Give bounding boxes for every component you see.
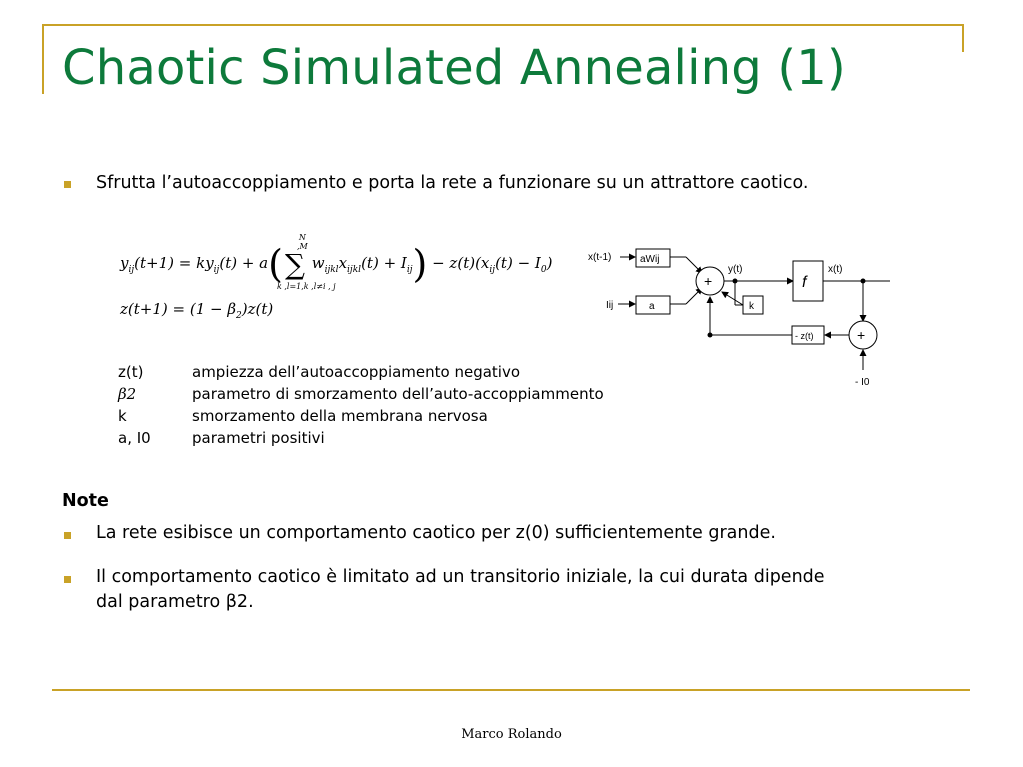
note-text-1: La rete esibisce un comportamento caotico per z(0) sufficientemente grande. bbox=[96, 523, 776, 543]
y-output-label: y(t) bbox=[728, 264, 743, 275]
def-text: parametri positivi bbox=[192, 429, 325, 447]
equation-2: $z(t+1) = (1 - \beta_2)z(t)$ bbox=[120, 300, 274, 321]
bottom-frame-line bbox=[52, 689, 970, 691]
definitions-list bbox=[118, 362, 718, 452]
right-frame-line bbox=[962, 24, 964, 52]
slide-title: Chaotic Simulated Annealing (1) bbox=[62, 40, 846, 96]
i-input-label: Iij bbox=[606, 300, 614, 311]
definition-row bbox=[118, 384, 718, 405]
definition-row bbox=[118, 406, 718, 427]
note-text-2-line-1: Il comportamento caotico è limitato ad un transitorio iniziale, la cui durata dipende bbox=[96, 567, 825, 587]
bullet-text-1: Sfrutta l’autoaccoppiamento e porta la rete a funzionare su un attrattore caotico. bbox=[96, 173, 809, 193]
def-symbol: a, I0 bbox=[118, 429, 151, 447]
note-text-2-line-2: dal parametro β2. bbox=[96, 592, 254, 612]
equation-1: $y_{ij}(t+1) = ky_{ij}(t) + a$( N ,M ∑ k ,l=1,k ,l≠i , j $w_{ijkl}x_{ijkl}(t) + I_{ij}) - z(t)(x_{ij}(t) - I_0)$ bbox=[120, 232, 553, 291]
footer-author: Marco Rolando bbox=[461, 727, 562, 742]
bullet-marker bbox=[64, 181, 71, 188]
note-heading: Note bbox=[62, 491, 109, 511]
x-input-label: x(t-1) bbox=[588, 252, 612, 263]
definition-row bbox=[118, 362, 718, 383]
definition-row bbox=[118, 428, 718, 449]
plus-1: + bbox=[704, 273, 713, 289]
f-label: f bbox=[802, 274, 807, 291]
left-frame-line bbox=[42, 24, 44, 94]
aw-label: aWij bbox=[640, 254, 660, 265]
a-box-label: a bbox=[649, 301, 655, 312]
f-box bbox=[793, 261, 823, 301]
top-frame-line bbox=[42, 24, 964, 26]
plus-2: + bbox=[857, 327, 866, 343]
bullet-marker bbox=[64, 532, 71, 539]
x-output-label: x(t) bbox=[828, 264, 843, 275]
def-text: smorzamento della membrana nervosa bbox=[192, 407, 488, 425]
i0-label: - I0 bbox=[855, 377, 870, 388]
bullet-marker bbox=[64, 576, 71, 583]
k-box-label: k bbox=[749, 301, 754, 312]
def-text: parametro di smorzamento dell’auto-accoppiammento bbox=[192, 385, 604, 403]
z-box-label: - z(t) bbox=[795, 331, 814, 341]
def-symbol: β2 bbox=[118, 385, 137, 403]
def-text: ampiezza dell’autoaccoppiamento negativo bbox=[192, 363, 521, 381]
def-symbol: z(t) bbox=[118, 363, 144, 381]
def-symbol: k bbox=[118, 407, 127, 425]
